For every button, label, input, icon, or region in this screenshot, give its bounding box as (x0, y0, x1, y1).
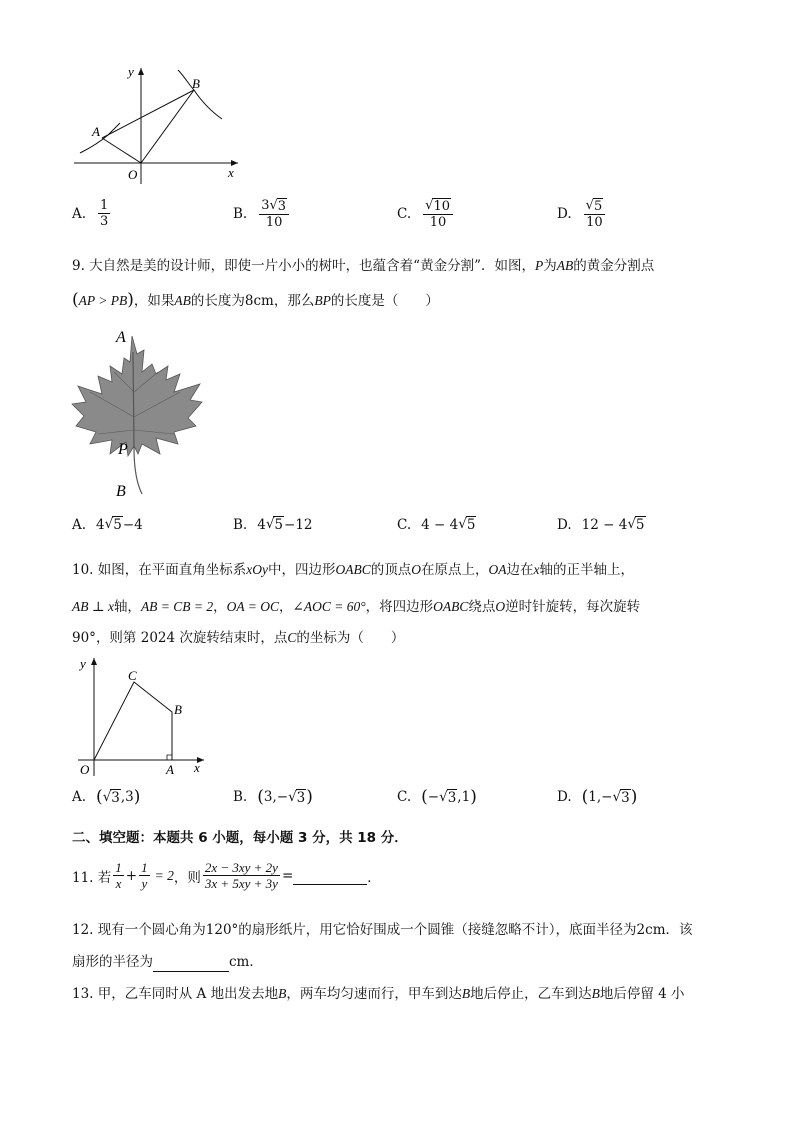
fraction: 3√ 3 10 (259, 198, 289, 230)
q8-option-d[interactable] (557, 198, 607, 230)
q9-option-a[interactable]: A. 4 √ 5 −4 (72, 516, 143, 533)
fig8-b-label: B (192, 76, 200, 91)
option-label: B. (233, 206, 248, 222)
q8-figure (68, 60, 248, 188)
sqrt: √ 5 (627, 516, 645, 533)
q13-line-1: 13. 甲，乙车同时从 A 地出发去地B，两车均匀速而行，甲车到达B地后停止，乙车到达B地后停留 4 小 (72, 986, 685, 1002)
q10-option-c[interactable]: C. ( − √ 3 ,1 ) (397, 787, 477, 807)
fig10-c-label: C (128, 668, 137, 683)
sqrt: √ 5 (458, 516, 476, 533)
sqrt: √ 5 (104, 516, 122, 533)
fig10-y-label: y (80, 656, 86, 671)
fraction: $\frac{2x - 3xy + 2y}{3x + 5xy + 3y}$ (204, 860, 278, 891)
fraction: √ 5 10 (584, 198, 606, 230)
q9-option-d[interactable]: D. 12 − 4 √ 5 (557, 516, 645, 533)
q8-option-a[interactable] (72, 198, 112, 229)
q8-option-c[interactable] (397, 198, 455, 230)
fig8-x-label: x (228, 165, 234, 180)
q12-line-1: 12. 现有一个圆心角为120°的扇形纸片，用它恰好围成一个圆锥（接缝忽略不计），底面半径为2cm．该 (72, 922, 693, 938)
q12-line-2: 扇形的半径为 cm． (72, 954, 263, 970)
option-label: A. (72, 205, 87, 222)
leaf-label-b: B (116, 483, 126, 500)
fraction: $\frac{1}{y}$ (141, 860, 148, 891)
section-heading: 二、填空题：本题共 6 小题，每小题 3 分，共 18 分． (72, 830, 408, 846)
q11: 11. 若 $\frac{1}{x}$ + $\frac{1}{y}$ = 2 ，则 $\frac{2x - 3xy + 2y}{3x + 5xy + 3y}$ = ． (72, 860, 381, 891)
answer-blank[interactable] (153, 955, 229, 972)
sqrt: √ 3 (439, 788, 457, 806)
q9-option-b[interactable]: B. 4 √ 5 −12 (233, 516, 313, 533)
sqrt: √ 3 (612, 788, 630, 806)
fig8-a-label: A (92, 124, 100, 139)
q10-line-2: AB ⊥ x轴，AB = CB = 2，OA = OC，∠AOC = 60°，将四边形OABC绕点O逆时针旋转，每次旋转 (72, 599, 641, 615)
q10-line-3: 90°，则第 2024 次旋转结束时，点C的坐标为（ ） (72, 630, 405, 646)
fraction: √ 10 10 (423, 198, 453, 230)
maple-leaf-figure (70, 322, 210, 502)
q9-line-1: 9. 大自然是美的设计师，即使一片小小的树叶，也蕴含着“黄金分割”．如图，P为AB的黄金分割点 (72, 258, 655, 274)
leaf-label-a: A (116, 329, 126, 346)
leaf-label-p: P (118, 441, 128, 458)
sqrt: √ 3 (288, 788, 306, 806)
q8-option-b[interactable] (233, 198, 291, 230)
fig10-o-label: O (80, 762, 90, 777)
q10-line-1: 10. 如图，在平面直角坐标系xOy中，四边形OABC的顶点O在原点上，OA边在x轴的正半轴上， (72, 562, 634, 578)
fraction: $\frac{1}{3}$ (100, 198, 109, 229)
option-label: D. (557, 206, 572, 222)
answer-blank[interactable] (293, 866, 367, 885)
q9-line-2: (AP > PB)，如果AB的长度为8cm，那么BP的长度是（ ） (72, 290, 439, 310)
sqrt: √ 3 (102, 788, 120, 806)
fig8-y-label: y (128, 64, 134, 79)
fraction: $\frac{1}{x}$ (115, 860, 122, 891)
q10-figure (72, 652, 212, 778)
q10-option-d[interactable]: D. ( 1,− √ 3 ) (557, 787, 638, 807)
q9-option-c[interactable]: C. 4 − 4 √ 5 (397, 516, 476, 533)
q10-option-b[interactable]: B. ( 3,− √ 3 ) (233, 787, 313, 807)
fig10-b-label: B (174, 702, 182, 717)
fig8-o-label: O (128, 167, 138, 182)
q10-option-a[interactable]: A. ( √ 3 ,3 ) (72, 787, 141, 807)
option-label: C. (397, 206, 412, 222)
fig10-x-label: x (194, 760, 200, 775)
fig10-a-label: A (166, 762, 174, 777)
sqrt: √ 5 (265, 516, 284, 533)
